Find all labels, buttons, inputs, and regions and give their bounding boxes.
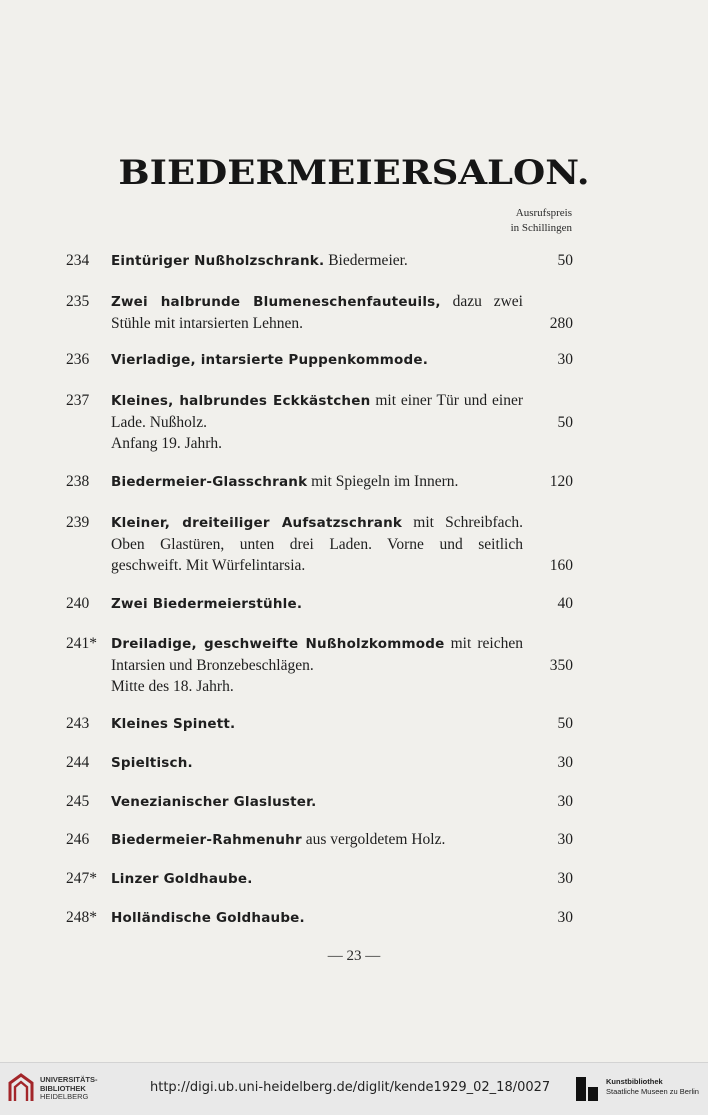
lot-number: 247* [66, 870, 97, 887]
library-line1: UNIVERSITÄTS- [40, 1075, 98, 1084]
lot-detail: mit Spiegeln im Innern. [307, 473, 459, 490]
lot-number: 243 [66, 715, 90, 732]
lot-detail: Intarsien und Bronzebeschlägen. [111, 656, 314, 674]
lot-title: Linzer Goldhaube. [111, 871, 253, 887]
lot-title: Biedermeier-Rahmenuhr [111, 832, 302, 848]
lot-title: Vierladige, intarsierte Puppenkommode. [111, 352, 429, 368]
description-line [111, 752, 523, 775]
description-line [111, 655, 523, 677]
description-line [111, 313, 523, 335]
lot-price: 160 [549, 557, 573, 574]
lot-detail: Anfang 19. Jahrh. [111, 435, 223, 452]
lot-number: 240 [66, 595, 90, 612]
description-line [111, 633, 523, 655]
museum-line2: Staatliche Museen zu Berlin [606, 1087, 699, 1096]
description-line [111, 250, 523, 273]
lot-price: 280 [549, 314, 573, 332]
lot-detail: Mitte des 18. Jahrh. [111, 678, 234, 695]
description-line [111, 433, 523, 455]
lot-description [111, 593, 523, 616]
description-line [111, 534, 523, 556]
lot-description [111, 907, 523, 930]
lot-description [111, 291, 523, 334]
lot-description [111, 791, 523, 814]
lot-price: 30 [557, 909, 573, 926]
description-line [111, 868, 523, 891]
lot-description [111, 390, 523, 455]
lot-price: 30 [557, 793, 573, 810]
lot-description [111, 633, 523, 698]
kunstbibliothek-logo-icon [576, 1077, 598, 1101]
lot-detail: Biedermeier. [324, 252, 408, 269]
lot-title: Dreiladige, geschweifte Nußholzkommode [111, 636, 445, 652]
description-line [111, 291, 523, 313]
lot-detail: aus vergoldetem Holz. [301, 831, 446, 848]
price-column-header [511, 206, 572, 236]
price-header-line2: in Schillingen [510, 222, 572, 234]
lot-detail: mit reichen [444, 635, 523, 652]
lot-detail: mit einer Tür und einer [370, 392, 523, 409]
lot-title: Zwei halbrunde Blumeneschenfauteuils, [111, 294, 441, 310]
lot-description [111, 752, 523, 775]
lot-price: 120 [549, 473, 573, 490]
description-line [111, 713, 523, 736]
lot-price: 50 [557, 715, 573, 732]
description-line [111, 829, 523, 852]
lot-detail: dazu zwei [440, 293, 523, 310]
lot-detail: Stühle mit intarsierten Lehnen. [111, 314, 303, 332]
library-line3: HEIDELBERG [40, 1092, 89, 1101]
lot-price: 350 [549, 656, 573, 674]
lot-price: 30 [557, 754, 573, 771]
lot-number: 237 [66, 392, 90, 409]
description-line [111, 471, 523, 494]
description-line [111, 791, 523, 814]
lot-title: Biedermeier-Glasschrank [111, 474, 308, 490]
lot-detail: Lade. Nußholz. [111, 413, 207, 431]
description-line [111, 512, 523, 534]
lot-description [111, 349, 523, 372]
lot-number: 239 [66, 514, 90, 531]
university-library-name [40, 1076, 98, 1102]
lot-title: Venezianischer Glasluster. [111, 794, 317, 810]
lot-description [111, 829, 523, 852]
lot-price: 50 [557, 413, 573, 431]
description-line [111, 412, 523, 434]
lot-title: Kleines, halbrundes Eckkästchen [111, 393, 371, 409]
lot-number: 234 [66, 252, 90, 269]
description-line [111, 349, 523, 372]
lot-number: 248* [66, 909, 97, 926]
lot-title: Kleines Spinett. [111, 716, 236, 732]
description-line [111, 907, 523, 930]
lot-description [111, 512, 523, 577]
lot-number: 236 [66, 351, 90, 368]
museum-line1: Kunstbibliothek [606, 1077, 663, 1086]
lot-price: 30 [557, 870, 573, 887]
library-line2: BIBLIOTHEK [40, 1083, 86, 1093]
museum-name [606, 1077, 699, 1097]
footer-bar [0, 1062, 708, 1115]
lot-title: Holländische Goldhaube. [111, 910, 305, 926]
lot-price: 40 [557, 595, 573, 612]
university-library-logo-icon [8, 1073, 34, 1103]
description-line [111, 555, 523, 577]
lot-number: 238 [66, 473, 90, 490]
lot-description [111, 250, 523, 273]
lot-number: 245 [66, 793, 90, 810]
lot-number: 235 [66, 293, 90, 310]
lot-detail: mit Schreibfach. [402, 514, 523, 531]
lot-title: Zwei Biedermeierstühle. [111, 596, 303, 612]
page-number: — 23 — [327, 948, 381, 964]
price-header-line1: Ausrufspreis [515, 207, 572, 219]
lot-price: 50 [557, 252, 573, 269]
lot-price: 30 [557, 351, 573, 368]
lot-title: Kleiner, dreiteiliger Aufsatzschrank [111, 515, 403, 531]
description-line [111, 593, 523, 616]
lot-description [111, 713, 523, 736]
lot-number: 244 [66, 754, 90, 771]
description-line [111, 390, 523, 412]
lot-title: Eintüriger Nußholzschrank. [111, 253, 325, 269]
lot-description [111, 868, 523, 891]
lot-detail: Oben Glastüren, unten drei Laden. Vorne und seitlich [111, 535, 523, 553]
lot-price: 30 [557, 831, 573, 848]
description-line [111, 676, 523, 698]
page-title: BIEDERMEIERSALON. [118, 151, 590, 193]
lot-detail: geschweift. Mit Würfelintarsia. [111, 557, 306, 574]
lot-number: 246 [66, 831, 90, 848]
lot-number: 241* [66, 635, 97, 652]
permalink-url[interactable]: http://digi.ub.uni-heidelberg.de/diglit/kende1929_02_18/0027 [150, 1080, 551, 1095]
lot-description [111, 471, 523, 494]
lot-title: Spieltisch. [111, 755, 193, 771]
